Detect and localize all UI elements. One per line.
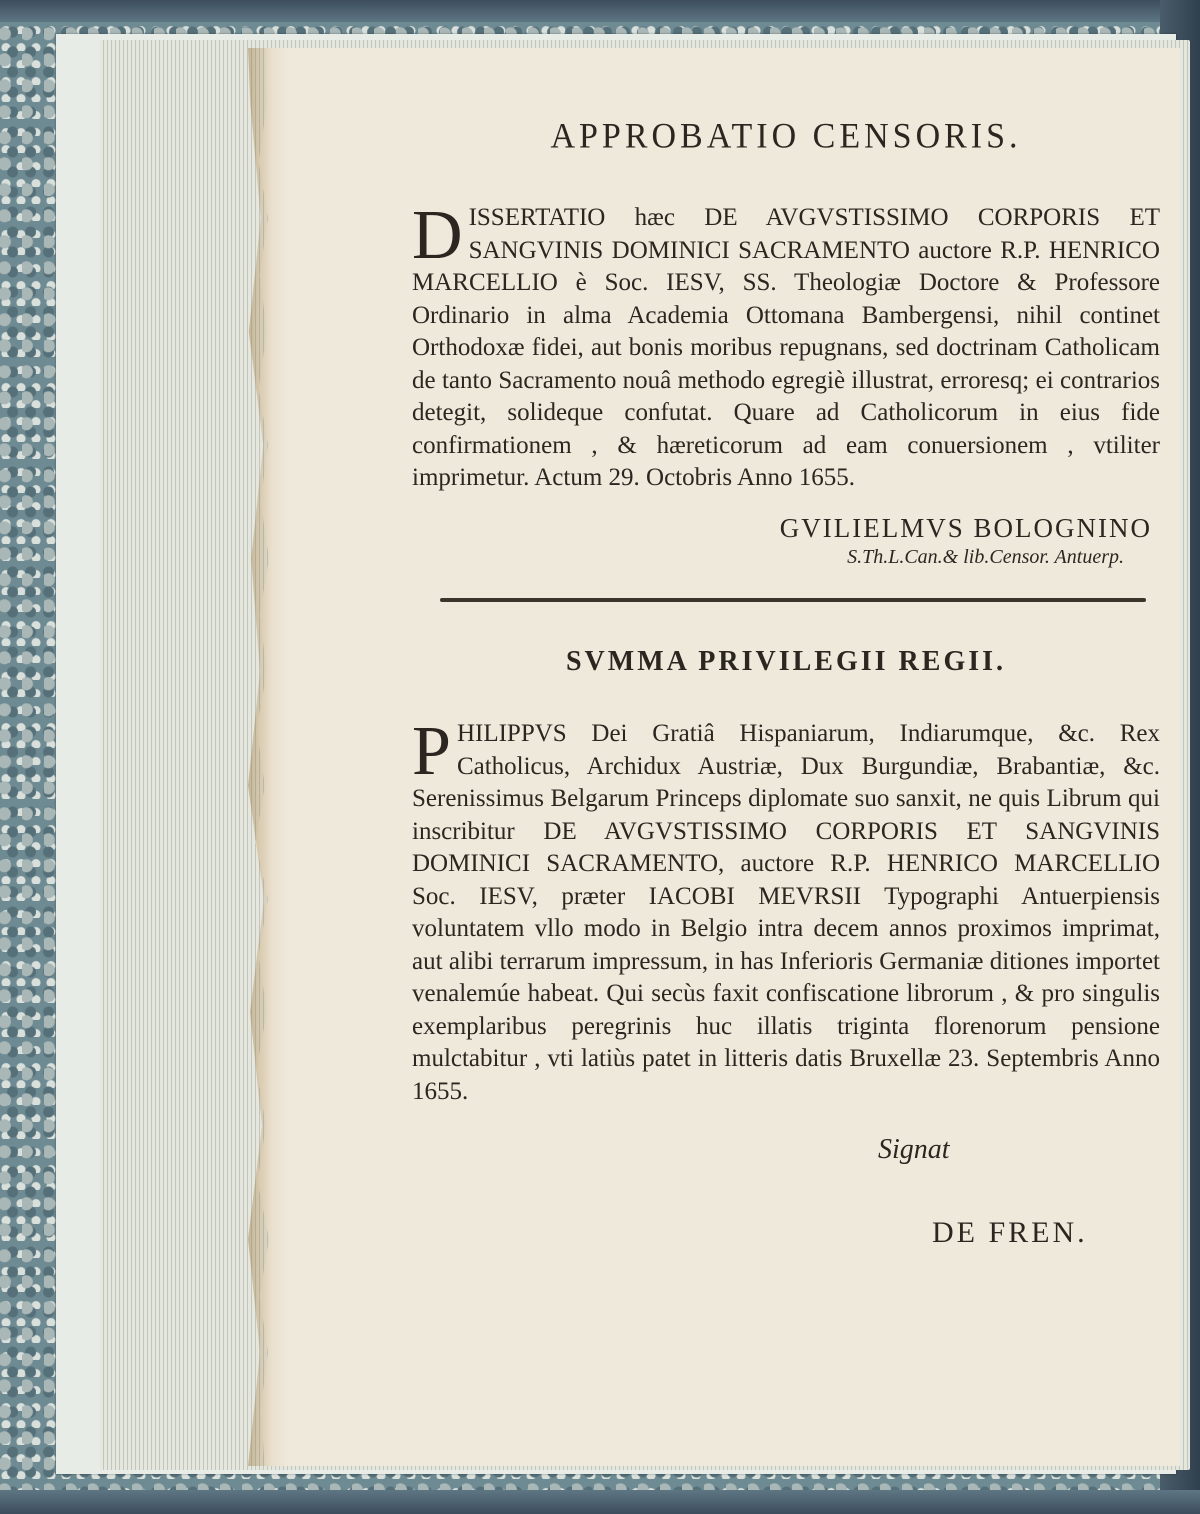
dropcap-d: D	[412, 197, 463, 274]
approbatio-title: APPROBATIO CENSORIS.	[550, 117, 1022, 156]
section-divider	[440, 598, 1146, 602]
approbatio-signer: GVILIELMVS BOLOGNINO	[779, 512, 1152, 543]
board-edge-top	[0, 0, 1200, 22]
privilegium-section	[412, 713, 1160, 1108]
privilegium-body	[412, 713, 1160, 1108]
approbatio-body	[412, 197, 1160, 495]
approbatio-section	[412, 118, 1160, 569]
privilegium-title: SVMMA PRIVILEGII REGII.	[565, 646, 1007, 677]
signat-label: Signat	[878, 1134, 950, 1165]
approbatio-text: ISSERTATIO hæc DE AVGVSTISSIMO CORPORIS ET SANGVINIS DOMINICI SACRAMENTO auctore R.P. HENRICO MARCELLIO è Soc. IESV, SS. Theologiæ Doctore & Professore Ordinario in alma Academia Ottomana Bambergensi, nihil continet Orthodoxæ fidei, aut bonis moribus repugnans, sed doctrinam Catholicam de tanto Sacramento nouâ methodo egregiè illustrat, erroresq; ei contrarios detegit, solideque confutat. Quare ad Catholicorum in eius fide confirmationem , & hæreticorum ad eam conuersionem , vtiliter imprimetur. Actum 29. Octobris Anno 1655.	[412, 204, 1160, 491]
board-edge-bottom	[0, 1490, 1200, 1514]
dropcap-p: P	[412, 713, 451, 790]
privilegium-text: HILIPPVS Dei Gratiâ Hispaniarum, Indiarumque, &c. Rex Catholicus, Archidux Austriæ, Dux Burgundiæ, Brabantiæ, &c. Serenissimus Belgarum Princeps diplomate suo sanxit, ne quis Librum qui inscribitur DE AVGVSTISSIMO CORPORIS ET SANGVINIS DOMINICI SACRAMENTO, auctore R.P. HENRICO MARCELLIO Soc. IESV, præter IACOBI MEVRSII Typographi Antuerpiensis voluntatem vllo modo in Belgio intra decem annos proximos imprimat, aut alibi terrarum impressum, in has Inferioris Germaniæ ditiones importet venalemúe habeat. Qui secùs faxit confiscatione librorum , & pro singulis exemplaribus peregrinis huc illatis triginta florenorum pensione mulctabitur , vti latiùs patet in litteris datis Bruxellæ 23. Septembris Anno 1655.	[412, 720, 1160, 1105]
privilegium-signer: DE FREN.	[932, 1216, 1088, 1249]
approbatio-signer-title: S.Th.L.Can.& lib.Censor. Antuerp.	[847, 545, 1124, 568]
